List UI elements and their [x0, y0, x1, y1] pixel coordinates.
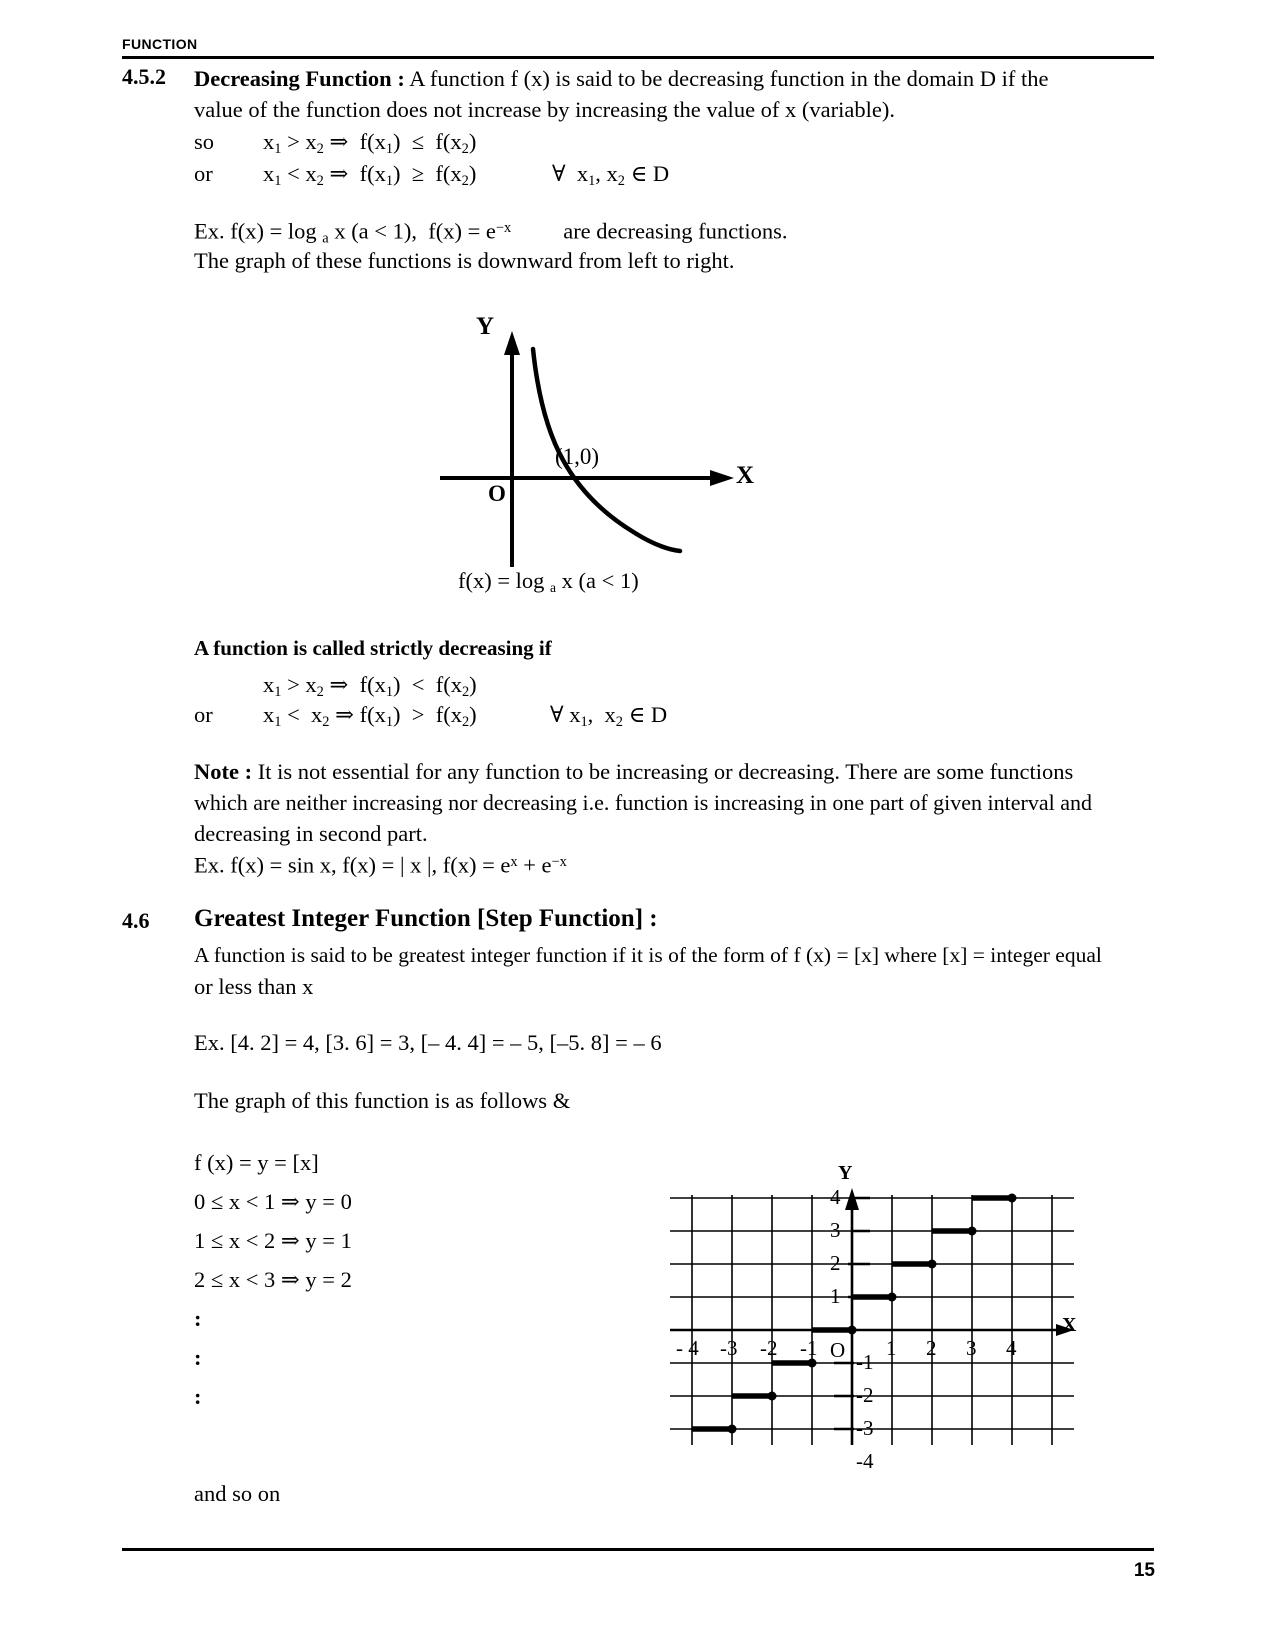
- step-graph-origin-label: O: [830, 1338, 846, 1362]
- log-graph-caption: f(x) = log $_a$ x (a < 1): [458, 568, 639, 596]
- log-graph-y-label: Y: [476, 313, 495, 340]
- condition-so-expression: $x_1 > x_2$ ⇒ $f(x_1) \le f(x_2)$: [263, 129, 477, 158]
- section-46-footer: and so on: [194, 1481, 281, 1506]
- decreasing-graph-note: The graph of these functions is downward from left to right.: [194, 248, 735, 273]
- decreasing-example: Ex. f(x) = log $_a$ x (a < 1), $f(x) = e^{-x}$ are decreasing functions.: [194, 218, 788, 247]
- strictly-decreasing-line2: $x_1 < x_2$ ⇒ $f(x_1) > f(x_2)$: [263, 702, 477, 731]
- step-y-tick-1: 1: [830, 1284, 841, 1308]
- step-x-tick-2: 2: [926, 1336, 937, 1360]
- footer-rule: [122, 1548, 1154, 1551]
- step-def-line-3: 2 ≤ x < 3 ⇒ y = 2: [194, 1267, 352, 1292]
- note-label: Note :: [194, 759, 253, 784]
- step-y-tick-neg2: -2: [856, 1383, 874, 1407]
- step-def-line-1: 0 ≤ x < 1 ⇒ y = 0: [194, 1189, 352, 1214]
- step-x-tick-neg2: -2: [760, 1336, 778, 1360]
- section-number-452: 4.5.2: [122, 64, 166, 89]
- step-def-line-0: f (x) = y = [x]: [194, 1150, 319, 1175]
- step-y-tick-neg1: -1: [856, 1350, 874, 1374]
- step-x-tick-neg1: -1: [800, 1336, 818, 1360]
- step-y-tick-neg4: -4: [856, 1449, 874, 1473]
- note-line3: decreasing in second part.: [194, 821, 428, 846]
- condition-so-label: so: [194, 129, 215, 154]
- step-x-tick-3: 3: [966, 1336, 977, 1360]
- step-y-tick-neg3: -3: [856, 1416, 874, 1440]
- step-y-tick-2: 2: [830, 1251, 841, 1275]
- log-function-figure: [430, 305, 830, 605]
- step-def-line-2: 1 ≤ x < 2 ⇒ y = 1: [194, 1228, 352, 1253]
- step-function-figure: [662, 1100, 1082, 1445]
- strictly-decreasing-heading: A function is called strictly decreasing if: [194, 636, 552, 660]
- condition-or-expression: $x_1 < x_2$ ⇒ $f(x_1) \ge f(x_2)$: [263, 161, 477, 190]
- header-rule: [122, 56, 1154, 59]
- y-axis-arrow: [504, 331, 520, 355]
- log-graph-x-label: X: [736, 462, 755, 489]
- running-head: FUNCTION: [122, 36, 198, 52]
- step-x-tick-neg3: -3: [720, 1336, 738, 1360]
- note-example: Ex. f(x) = sin x, f(x) = | x |, $f(x) = e^x + e^{-x}$: [194, 852, 567, 878]
- step-x-tick-4: 4: [1006, 1336, 1017, 1360]
- section-number-46: 4.6: [122, 908, 150, 933]
- step-y-tick-4: 4: [830, 1185, 841, 1209]
- step-def-line-6: :: [194, 1384, 202, 1409]
- log-graph-origin-label: O: [488, 481, 506, 506]
- section-title-452: Decreasing Function :: [194, 66, 405, 91]
- note-line1: It is not essential for any function to be increasing or decreasing. There are some functions: [257, 759, 1074, 784]
- log-graph-svg: [430, 305, 830, 605]
- section-46-graph-intro: The graph of this function is as follows &: [194, 1088, 571, 1113]
- step-def-line-5: :: [194, 1345, 202, 1370]
- condition-or-label: or: [194, 161, 213, 186]
- step-graph-y-label: Y: [838, 1162, 853, 1184]
- condition-quantifier: ∀ $x_1$, $x_2$ ∈ D: [552, 161, 670, 190]
- step-def-line-4: :: [194, 1306, 202, 1331]
- section-46-body-line2: or less than x: [194, 974, 314, 999]
- section-452-intro-line1: A function f (x) is said to be decreasing function in the domain D if the: [409, 66, 1049, 91]
- section-title-46: Greatest Integer Function [Step Function] :: [194, 905, 658, 932]
- strictly-decreasing-quantifier: ∀ $x_1$, $x_2$ ∈ D: [550, 702, 668, 731]
- step-x-tick-1: 1: [886, 1336, 897, 1360]
- section-452-intro-line2: value of the function does not increase by increasing the value of x (variable).: [194, 97, 895, 122]
- strictly-decreasing-line1: $x_1 > x_2$ ⇒ $f(x_1) < f(x_2)$: [263, 672, 477, 701]
- step-graph-x-label: X: [1062, 1314, 1077, 1336]
- log-graph-point-label: (1,0): [555, 444, 600, 469]
- note-line2: which are neither increasing nor decreasing i.e. function is increasing in one part of given interval and: [194, 790, 1093, 815]
- step-x-tick-neg4: - 4: [676, 1336, 699, 1360]
- section-46-body-line1: A function is said to be greatest integer function if it is of the form of f (x) = [x] where [x] = integer equal: [194, 943, 1102, 967]
- page-number: 15: [1133, 1560, 1155, 1581]
- strictly-decreasing-or-label: or: [194, 702, 213, 727]
- section-46-examples: Ex. [4. 2] = 4, [3. 6] = 3, [– 4. 4] = – 5, [–5. 8] = – 6: [194, 1030, 662, 1055]
- x-axis-arrow: [710, 470, 734, 486]
- step-y-tick-3: 3: [830, 1218, 841, 1242]
